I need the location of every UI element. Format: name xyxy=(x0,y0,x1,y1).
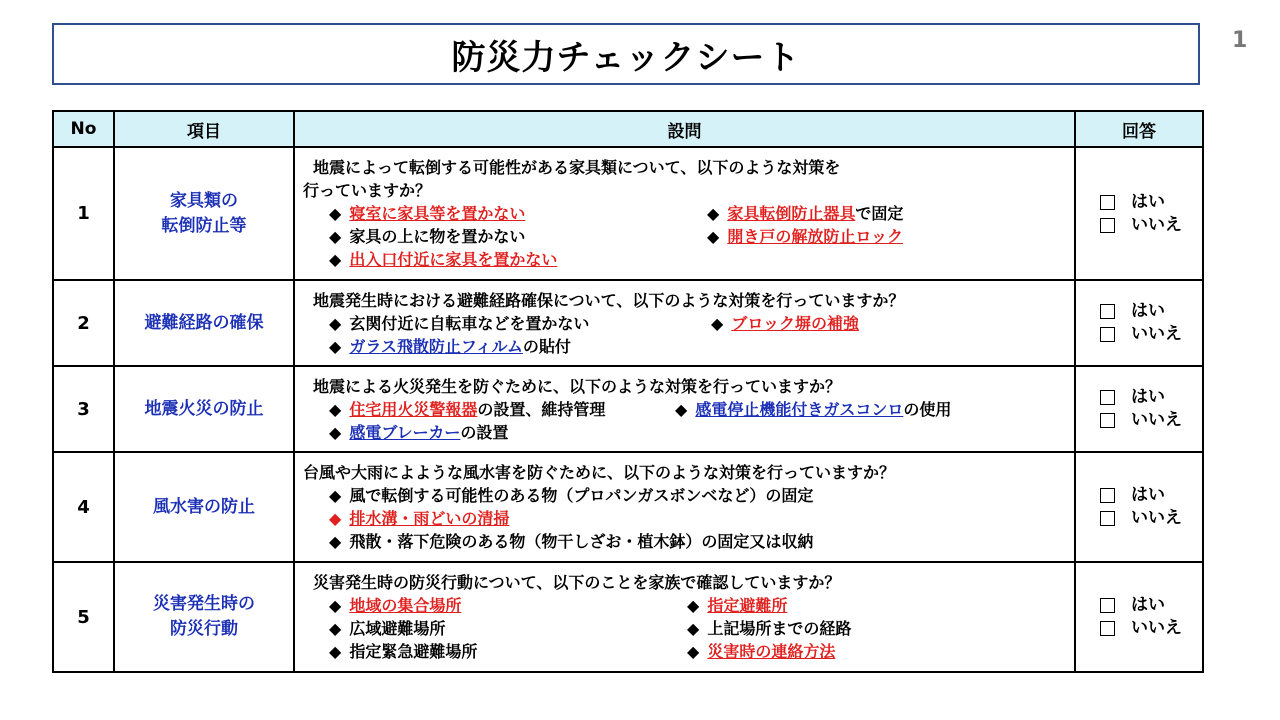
option-text: 広域避難場所 xyxy=(349,619,446,638)
checkbox-icon[interactable] xyxy=(1100,413,1115,428)
diamond-bullet-icon: ◆ xyxy=(707,227,720,246)
option-text: の使用 xyxy=(903,399,952,419)
option-item xyxy=(329,248,707,271)
option-link[interactable]: 出入口付近に家具を置かない xyxy=(349,250,558,269)
page-number: 1 xyxy=(1232,28,1248,53)
header-no: No xyxy=(53,111,114,147)
answer-no[interactable] xyxy=(1100,214,1201,237)
diamond-bullet-icon: ◆ xyxy=(687,642,700,661)
option-item xyxy=(675,398,1066,421)
row-question xyxy=(294,562,1075,672)
answer-no[interactable] xyxy=(1100,409,1201,432)
checkbox-icon[interactable] xyxy=(1100,390,1115,405)
row-answer xyxy=(1075,562,1203,672)
option-link[interactable]: ガラス飛散防止フィルム xyxy=(349,336,523,356)
table-row xyxy=(53,562,1203,672)
option-item xyxy=(329,421,675,444)
table-row xyxy=(53,280,1203,366)
option-item xyxy=(329,335,711,358)
option-link[interactable]: 感電停止機能付きガスコンロ xyxy=(695,399,904,419)
item-line: 災害発生時の xyxy=(153,594,255,614)
table-header-row xyxy=(53,111,1203,147)
diamond-bullet-icon: ◆ xyxy=(329,204,342,223)
diamond-bullet-icon: ◆ xyxy=(675,399,688,419)
option-item xyxy=(329,530,1066,553)
option-link[interactable]: 感電ブレーカー xyxy=(349,422,461,442)
diamond-bullet-icon: ◆ xyxy=(711,313,724,333)
row-question xyxy=(294,366,1075,452)
option-text: 家具の上に物を置かない xyxy=(349,227,526,246)
title-box xyxy=(52,23,1200,85)
item-line: 家具類の xyxy=(170,190,238,211)
answer-yes[interactable] xyxy=(1100,386,1201,409)
row-question xyxy=(294,280,1075,366)
answer-label: いいえ xyxy=(1131,410,1182,430)
row-item: 避難経路の確保 xyxy=(114,280,294,366)
answer-label: はい xyxy=(1131,485,1165,505)
diamond-bullet-icon: ◆ xyxy=(687,619,700,638)
option-item xyxy=(687,640,1066,663)
page-title: 防災力チェックシート xyxy=(451,37,801,78)
option-link[interactable]: 寝室に家具等を置かない xyxy=(349,204,526,223)
row-no: 3 xyxy=(53,366,114,452)
answer-yes[interactable] xyxy=(1100,484,1201,507)
question-lead: 地震発生時における避難経路確保について、以下のような対策を行っていますか？ xyxy=(313,290,905,310)
diamond-bullet-icon: ◆ xyxy=(329,336,342,356)
answer-no[interactable] xyxy=(1100,507,1201,530)
question-lead: 災害発生時の防災行動について、以下のことを家族で確認していますか？ xyxy=(313,573,841,592)
answer-label: いいえ xyxy=(1131,618,1182,638)
item-line: 転倒防止等 xyxy=(161,215,247,236)
option-item xyxy=(329,594,687,617)
diamond-bullet-icon: ◆ xyxy=(329,399,342,419)
option-item xyxy=(329,507,1066,530)
diamond-bullet-icon: ◆ xyxy=(329,313,342,333)
option-text: 風で転倒する可能性のある物（プロパンガスボンベなど）の固定 xyxy=(349,486,814,505)
row-answer xyxy=(1075,366,1203,452)
row-no: 2 xyxy=(53,280,114,366)
answer-label: はい xyxy=(1131,387,1165,407)
item-line: 防災行動 xyxy=(170,619,238,639)
option-item xyxy=(687,594,1066,617)
option-text: で固定 xyxy=(855,204,904,223)
table-row xyxy=(53,366,1203,452)
option-list xyxy=(303,202,1066,271)
option-link[interactable]: 排水溝・雨どいの清掃 xyxy=(349,509,510,528)
row-item: 地震火災の防止 xyxy=(114,366,294,452)
diamond-bullet-icon: ◆ xyxy=(707,204,720,223)
option-list xyxy=(303,312,1066,358)
row-no: 4 xyxy=(53,452,114,562)
row-question xyxy=(294,147,1075,280)
checklist-table xyxy=(52,110,1204,673)
option-link[interactable]: 家具転倒防止器具 xyxy=(727,204,856,223)
option-item xyxy=(711,312,1066,335)
answer-label: はい xyxy=(1131,595,1165,615)
checkbox-icon[interactable] xyxy=(1100,598,1115,613)
row-answer xyxy=(1075,452,1203,562)
question-lead: 地震によって転倒する可能性がある家具類について、以下のような対策を xyxy=(313,158,841,177)
checkbox-icon[interactable] xyxy=(1100,218,1115,233)
row-no: 5 xyxy=(53,562,114,672)
option-item xyxy=(329,640,687,663)
answer-label: はい xyxy=(1131,191,1165,212)
diamond-bullet-icon: ◆ xyxy=(329,250,342,269)
option-text: 指定緊急避難場所 xyxy=(349,642,478,661)
option-link[interactable]: ブロック塀の補強 xyxy=(731,313,859,333)
option-link[interactable]: 地域の集合場所 xyxy=(349,596,462,615)
option-item xyxy=(329,398,675,421)
answer-yes[interactable] xyxy=(1100,594,1201,617)
diamond-bullet-icon: ◆ xyxy=(329,532,342,551)
answer-no[interactable] xyxy=(1100,617,1201,640)
option-text: の貼付 xyxy=(522,336,571,356)
diamond-bullet-icon: ◆ xyxy=(329,422,342,442)
table-row xyxy=(53,147,1203,280)
checkbox-icon[interactable] xyxy=(1100,488,1115,503)
option-item xyxy=(329,617,687,640)
option-list xyxy=(303,594,1066,663)
option-link[interactable]: 開き戸の解放防止ロック xyxy=(727,227,903,246)
row-item: 風水害の防止 xyxy=(114,452,294,562)
option-item xyxy=(687,617,1066,640)
row-answer xyxy=(1075,147,1203,280)
checkbox-icon[interactable] xyxy=(1100,195,1115,210)
row-answer xyxy=(1075,280,1203,366)
option-link[interactable]: 指定避難所 xyxy=(707,596,788,615)
answer-yes[interactable] xyxy=(1100,191,1201,214)
question-lead: 行っていますか？ xyxy=(303,181,432,200)
answer-label: はい xyxy=(1131,301,1165,321)
option-list xyxy=(303,398,1066,444)
option-item xyxy=(329,484,1066,507)
diamond-bullet-icon: ◆ xyxy=(687,596,700,615)
option-item xyxy=(329,312,711,335)
checkbox-icon[interactable] xyxy=(1100,511,1115,526)
option-link[interactable]: 住宅用火災警報器 xyxy=(349,399,478,419)
option-text: 上記場所までの経路 xyxy=(707,619,852,638)
diamond-bullet-icon: ◆ xyxy=(329,642,342,661)
header-item: 項目 xyxy=(114,111,294,147)
option-item xyxy=(707,225,1066,248)
header-answer: 回答 xyxy=(1075,111,1203,147)
diamond-bullet-icon: ◆ xyxy=(329,227,342,246)
answer-label: いいえ xyxy=(1131,324,1182,344)
row-item xyxy=(114,147,294,280)
checkbox-icon[interactable] xyxy=(1100,621,1115,636)
header-question: 設問 xyxy=(294,111,1075,147)
row-no: 1 xyxy=(53,147,114,280)
option-text: の設置 xyxy=(460,422,509,442)
option-item xyxy=(707,202,1066,225)
question-lead: 地震による火災発生を防ぐために、以下のような対策を行っていますか？ xyxy=(313,376,842,396)
answer-label: いいえ xyxy=(1131,508,1182,528)
checkbox-icon[interactable] xyxy=(1100,327,1115,342)
diamond-bullet-icon: ◆ xyxy=(329,486,342,505)
option-text: 玄関付近に自転車などを置かない xyxy=(349,313,590,333)
diamond-bullet-icon: ◆ xyxy=(329,596,342,615)
table-row xyxy=(53,452,1203,562)
question-lead: 台風や大雨によような風水害を防ぐために、以下のような対策を行っていますか？ xyxy=(303,463,896,482)
answer-no[interactable] xyxy=(1100,323,1201,346)
option-item xyxy=(329,225,707,248)
answer-label: いいえ xyxy=(1131,214,1182,235)
option-list xyxy=(303,484,1066,553)
answer-yes[interactable] xyxy=(1100,300,1201,323)
option-text: 飛散・落下危険のある物（物干しざお・植木鉢）の固定又は収納 xyxy=(349,532,814,551)
diamond-bullet-icon: ◆ xyxy=(329,509,342,528)
diamond-bullet-icon: ◆ xyxy=(329,619,342,638)
option-item xyxy=(329,202,707,225)
row-item xyxy=(114,562,294,672)
option-link[interactable]: 災害時の連絡方法 xyxy=(707,642,836,661)
option-text: の設置、維持管理 xyxy=(477,399,606,419)
row-question xyxy=(294,452,1075,562)
checkbox-icon[interactable] xyxy=(1100,304,1115,319)
